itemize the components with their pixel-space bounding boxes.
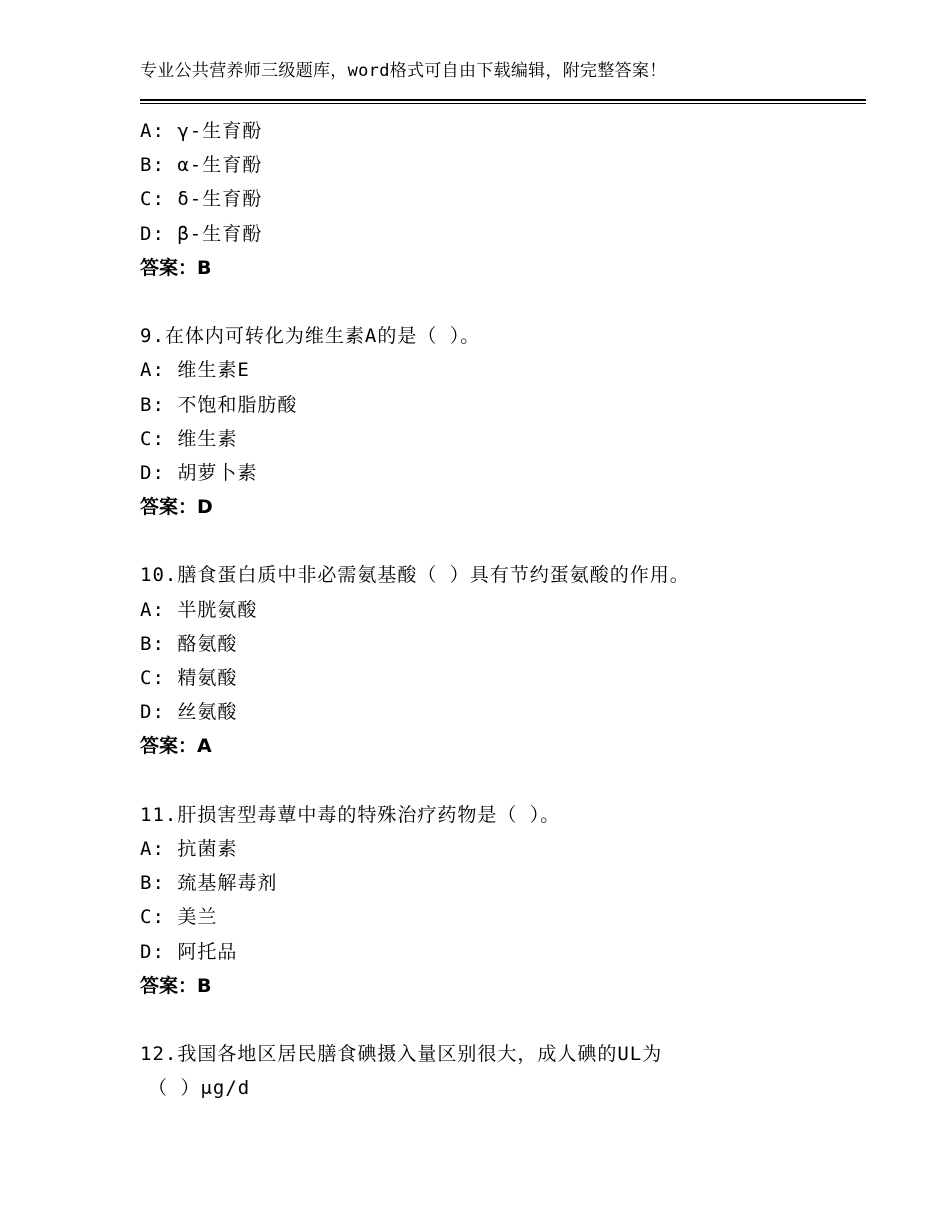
option-d: D: 胡萝卜素: [140, 461, 258, 484]
option-c: C: δ-生育酚: [140, 188, 263, 211]
question-12-block: [140, 1037, 866, 1105]
spacer: [140, 764, 866, 798]
option-c: C: 精氨酸: [140, 667, 238, 689]
question-content: [140, 114, 866, 1105]
option-d: D: 阿托品: [140, 940, 238, 963]
question-stem: 10.膳食蛋白质中非必需氨基酸（ ）具有节约蛋氨酸的作用。: [140, 564, 690, 587]
spacer: [140, 524, 866, 558]
answer-label: 答案：B: [140, 256, 212, 279]
answer-label: 答案：D: [140, 496, 213, 519]
answer-label: 答案：B: [140, 974, 212, 997]
header-rule-thin: [140, 103, 866, 104]
question-stem-continuation: （ ）μg/d: [148, 1077, 251, 1100]
answer-label: 答案：A: [140, 735, 212, 758]
question-stem: 11.肝损害型毒蕈中毒的特殊治疗药物是（ ）。: [140, 803, 561, 826]
spacer: [140, 285, 866, 319]
option-d: D: 丝氨酸: [140, 701, 238, 724]
page-header: 专业公共营养师三级题库，word格式可自由下载编辑，附完整答案！: [140, 61, 667, 81]
header-rule-thick: [140, 99, 866, 101]
question-stem: 12.我国各地区居民膳食碘摄入量区别很大，成人碘的UL为: [140, 1043, 663, 1066]
option-b: B: 不饱和脂肪酸: [140, 393, 298, 416]
question-10-block: [140, 558, 866, 763]
option-a: A: 维生素E: [140, 359, 250, 382]
option-a: A: γ-生育酚: [140, 120, 263, 142]
option-b: B: α-生育酚: [140, 154, 263, 177]
spacer: [140, 1003, 866, 1037]
question-8-block: [140, 114, 866, 285]
option-b: B: 巯基解毒剂: [140, 872, 278, 895]
question-stem: 9.在体内可转化为维生素A的是（ ）。: [140, 325, 481, 348]
option-d: D: β-生育酚: [140, 222, 263, 245]
option-c: C: 美兰: [140, 906, 218, 929]
option-a: A: 半胱氨酸: [140, 598, 258, 621]
question-9-block: [140, 319, 866, 524]
option-a: A: 抗菌素: [140, 837, 238, 860]
option-b: B: 酪氨酸: [140, 632, 238, 655]
option-c: C: 维生素: [140, 427, 238, 450]
question-11-block: [140, 798, 866, 1003]
